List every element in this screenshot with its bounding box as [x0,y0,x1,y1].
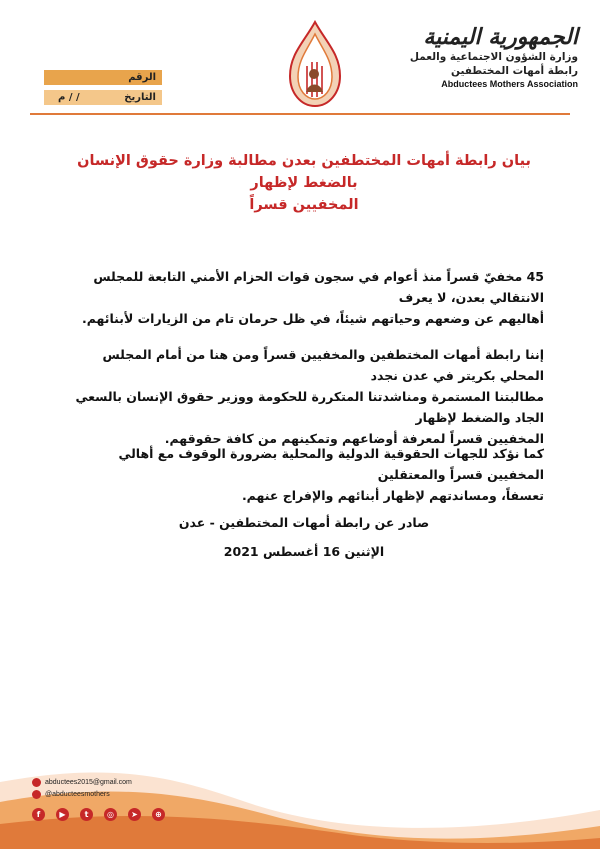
facebook-icon[interactable]: f [32,808,45,821]
letterhead [0,0,600,112]
paragraph-3 [64,443,544,506]
twitter-icon[interactable]: t [80,808,93,821]
issuer-line: صادر عن رابطة أمهات المختطفين - عدن [178,515,430,530]
ministry-name: وزارة الشؤون الاجتماعية والعمل [409,51,578,63]
reference-date-label: التاريخ [124,92,156,103]
association-name-ar: رابطة أمهات المختطفين [451,65,578,77]
association-logo-icon [276,20,354,108]
title-line-2: المخفيين قسراً [249,197,359,213]
globe-icon[interactable]: ⊕ [152,808,165,821]
paragraph-line: تعسفاً، ومساندتهم لإظهار أبنائهم والإفراج عنهم. [241,488,544,503]
paragraph-line: أهاليهم عن وضعهم وحياتهم شيئاً، في ظل حرمان تام من الزيارات لأبنائهم. [81,311,544,326]
paragraph-2 [64,344,544,449]
email-text: abductees2015@gmail.com [45,778,132,786]
paragraph-1 [64,266,544,329]
paragraph-line: كما نؤكد للجهات الحقوقية الدولية والمحلية بضرورة الوقوف مع أهالي المخفيين قسراً والمعتقلين [118,446,544,482]
paragraph-line: المخفيين قسراً لمعرفة أوضاعهم وتمكينهم من كافة حقوقهم. [164,431,544,446]
social-icons [32,808,165,821]
reference-box [44,70,162,110]
republic-title: الجمهورية اليمنية [423,24,578,50]
handle-row[interactable] [32,788,202,800]
telegram-icon[interactable]: ➤ [128,808,141,821]
handle-text: @abducteesmothers [45,790,110,798]
issue-date: الإثنين 16 أغسطس 2021 [223,544,385,559]
email-icon [32,778,41,787]
paragraph-line: مطالبتنا المستمرة ومناشدتنا المتكررة للحكومة ووزير حقوق الإنسان بالسعي الجاد والضغط لإظهار [75,389,544,425]
instagram-icon[interactable]: ◎ [104,808,117,821]
email-row[interactable] [32,776,202,788]
reference-number-label: الرقم [128,72,156,83]
reference-number-row [44,70,162,85]
youtube-icon[interactable]: ▶ [56,808,69,821]
reference-date-row [44,90,162,105]
at-icon [32,790,41,799]
statement-title [64,150,544,216]
header-rule [30,113,570,115]
title-line-1: بيان رابطة أمهات المختطفين بعدن مطالبة وزارة حقوق الإنسان بالضغط لإظهار [77,153,531,191]
association-name-en: Abductees Mothers Association [441,79,578,89]
contact-list [32,776,202,800]
paragraph-line: 45 مخفيّ قسراً منذ أعوام في سجون قوات الحزام الأمني التابعة للمجلس الانتقالي بعدن، لا يعرف [93,269,544,305]
signature-block [64,512,544,562]
reference-date-format: م / / [58,92,80,103]
organization-block [378,24,578,90]
paragraph-line: إننا رابطة أمهات المختطفين والمخفيين قسراً ومن هنا من أمام المجلس المحلي بكريتر في عدن نجدد [102,347,544,383]
